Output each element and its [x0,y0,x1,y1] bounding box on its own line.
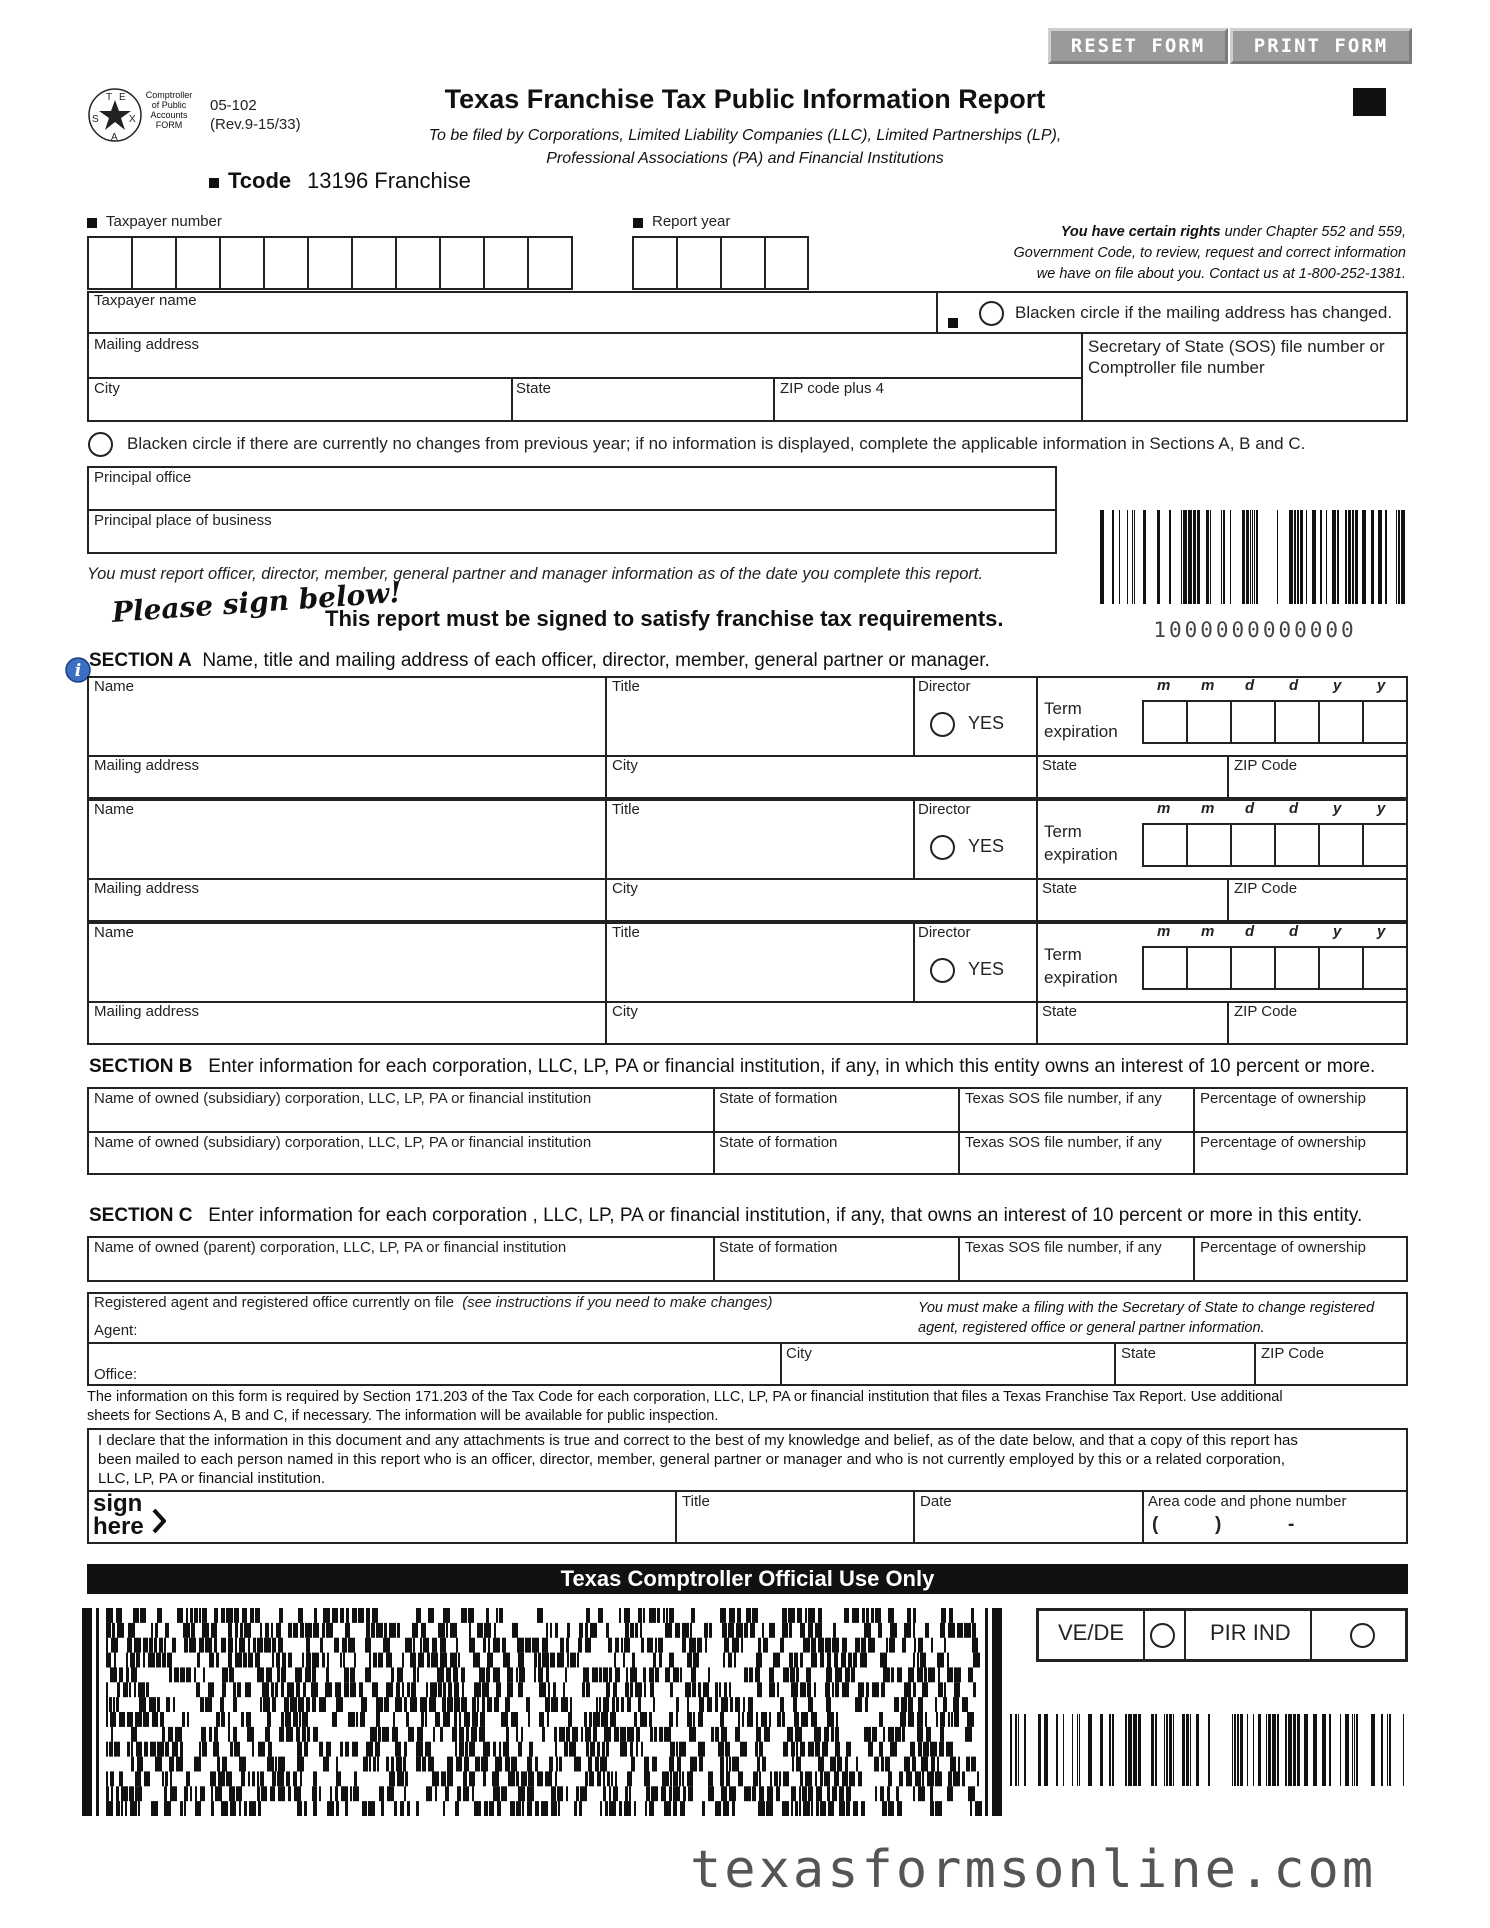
legal-notice: The information on this form is required by Section 171.203 of the Tax Code for each corporation, LLC, LP, PA or financial institution that files a Texas Franchise Tax Report. Use additional sheets for Sections A, B and C, if necessary. The information will be available for public inspection. [87,1389,1283,1424]
officer-state-label: State [1042,757,1078,774]
expiration-label: expiration [1044,968,1118,987]
form-subtitle: To be filed by Corporations, Limited Liability Companies (LLC), Limited Partnerships (LP), [428,127,1062,144]
barcode-number: 1000000000000 [1153,618,1357,642]
office-label: Office: [94,1366,138,1383]
subsidiary-name-label: Name of owned (subsidiary) corporation, LLC, LP, PA or financial institution [94,1134,592,1151]
tcode-value: 13196 Franchise [307,168,471,193]
rights-notice: You have certain rights under Chapter 552 and 559, Government Code, to review, request and correct information we have on file about you. Contact us at 1-800-252-1381. [1013,224,1406,282]
phone-label: Area code and phone number [1148,1493,1347,1510]
print-form-button[interactable]: PRINT FORM [1230,28,1412,64]
date-letter: m [1201,923,1215,940]
principal-place-field[interactable] [94,525,1044,551]
agent-city-label: City [786,1345,812,1362]
black-marker [1353,88,1386,116]
sos-file-label: Secretary of State (SOS) file number or [1088,337,1385,356]
seal-letter: E [119,92,126,103]
officer-title-field[interactable] [612,942,907,996]
please-sign-banner: Please sign below! [110,575,403,629]
agent-label: Agent: [94,1322,138,1339]
officer-zip-label: ZIP Code [1234,1003,1298,1020]
phone-paren-close: ) [1215,1514,1222,1535]
signature-date-label: Date [920,1493,952,1510]
officer-name-label: Name [94,678,135,695]
registered-agent-heading: Registered agent and registered office currently on file (see instructions if you need to make changes) [94,1294,773,1311]
pir-ind-radio[interactable] [1350,1623,1375,1648]
2d-barcode [82,1608,1002,1816]
watermark: texasformsonline.com [690,1840,1377,1900]
date-letter: y [1377,923,1386,940]
phone-dash: - [1288,1514,1295,1535]
officer-name-field[interactable] [94,942,599,996]
officer-city-label: City [612,1003,638,1020]
principal-office-field[interactable] [94,482,1044,506]
mailing-address-label: Mailing address [94,336,200,353]
date-letter: y [1333,923,1342,940]
officer-name-field[interactable] [94,819,599,873]
director-label: Director [918,924,971,941]
date-letter: m [1201,800,1215,817]
tcode-label: Tcode [228,168,292,193]
officer-title-label: Title [612,678,640,695]
vede-radio[interactable] [1150,1623,1175,1648]
subsidiary-name-label: Name of owned (subsidiary) corporation, LLC, LP, PA or financial institution [94,1090,592,1107]
date-letter: d [1289,923,1299,940]
taxpayer-number-field[interactable] [87,236,573,290]
term-label: Term [1044,699,1082,718]
required-marker [948,318,958,328]
officer-title-field[interactable] [612,819,907,873]
expiration-label: expiration [1044,845,1118,864]
required-marker [209,178,219,188]
date-letter: y [1333,800,1342,817]
seal-letter: A [111,132,118,143]
date-letter: d [1245,800,1255,817]
report-year-label: Report year [652,213,731,230]
taxpayer-name-field[interactable] [87,291,938,334]
phone-paren-open: ( [1152,1514,1159,1535]
barcode [1010,1714,1408,1786]
officer-title-label: Title [612,924,640,941]
principal-place-label: Principal place of business [94,512,272,529]
director-label: Director [918,801,971,818]
texas-seal-icon [86,86,144,144]
agent-zip-label: ZIP Code [1261,1345,1325,1362]
director-yes-label: YES [968,836,1005,856]
date-letter: y [1377,800,1386,817]
agency-name: Comptroller of Public Accounts FORM [145,90,193,130]
arrow-right-icon [152,1508,166,1534]
date-letter: d [1245,677,1255,694]
state-of-formation-label: State of formation [719,1239,838,1256]
mailing-changed-radio[interactable] [979,301,1004,326]
form-revision: (Rev.9-15/33) [210,116,301,133]
official-use-bar: Texas Comptroller Official Use Only [87,1564,1408,1594]
mailing-address-field[interactable] [94,345,1074,375]
director-yes-radio[interactable] [930,712,955,737]
percentage-label: Percentage of ownership [1200,1239,1366,1256]
date-letter: y [1377,677,1386,694]
state-of-formation-label: State of formation [719,1134,838,1151]
required-marker [633,218,643,228]
pir-ind-label: PIR IND [1210,1620,1291,1645]
officer-state-label: State [1042,1003,1078,1020]
term-label: Term [1044,945,1082,964]
form-number: 05-102 [210,97,257,114]
svg-text:i: i [74,661,82,681]
declaration-text: I declare that the information in this document and any attachments is true and correct to the best of my knowledge and belief, as of the date below, and that a copy of this report has been mailed to each person named in this report who is an officer, director, member, general partner or manager and who is not currently employed by this or a related corporation, LLC, LP, PA or financial institution. [98,1432,1298,1487]
parent-name-label: Name of owned (parent) corporation, LLC, LP, PA or financial institution [94,1239,567,1256]
officer-zip-label: ZIP Code [1234,757,1298,774]
officer-mailing-label: Mailing address [94,757,200,774]
city-label: City [94,380,120,397]
taxpayer-name-label: Taxpayer name [94,292,197,309]
report-note: You must report officer, director, member, general partner and manager information as of the date you complete this report. [87,565,984,583]
director-yes-label: YES [968,959,1005,979]
no-changes-radio[interactable] [88,432,113,457]
officer-zip-label: ZIP Code [1234,880,1298,897]
percentage-label: Percentage of ownership [1200,1090,1366,1107]
director-yes-label: YES [968,713,1005,733]
officer-title-label: Title [612,801,640,818]
date-letter: m [1157,677,1171,694]
form-subtitle-2: Professional Associations (PA) and Financial Institutions [546,150,944,167]
director-label: Director [918,678,971,695]
director-yes-radio[interactable] [930,958,955,983]
seal-letter: T [106,92,113,103]
sos-file-label-2: Comptroller file number [1088,358,1265,377]
sos-change-note: You must make a filing with the Secretary of State to change registered agent, registered office or general partner information. [918,1300,1375,1336]
state-of-formation-label: State of formation [719,1090,838,1107]
officer-mailing-label: Mailing address [94,880,200,897]
percentage-label: Percentage of ownership [1200,1134,1366,1151]
sign-here-label: sign here [93,1490,144,1540]
signature-field[interactable] [175,1494,670,1540]
no-changes-label: Blacken circle if there are currently no changes from previous year; if no information is displayed, complete the applicable information in Sections A, B and C. [127,434,1306,453]
signature-title-label: Title [682,1493,710,1510]
seal-letter: S [92,114,99,125]
section-b-title: SECTION B Enter information for each corporation, LLC, LP, PA or financial institution, if any, in which this entity owns an interest of 10 percent or more. [89,1056,1376,1077]
officer-mailing-label: Mailing address [94,1003,200,1020]
officer-name-label: Name [94,924,135,941]
date-letter: m [1157,923,1171,940]
zip-label: ZIP code plus 4 [780,380,884,397]
sos-file-number-label: Texas SOS file number, if any [965,1090,1162,1107]
taxpayer-number-label: Taxpayer number [106,213,222,230]
officer-name-field[interactable] [94,696,599,750]
agent-state-label: State [1121,1345,1157,1362]
principal-office-label: Principal office [94,469,192,486]
officer-city-label: City [612,880,638,897]
mailing-changed-label: Blacken circle if the mailing address has changed. [1015,303,1393,322]
section-a-title: SECTION A Name, title and mailing address of each officer, director, member, general partner or manager. [89,650,990,671]
state-label: State [516,380,552,397]
seal-letter: X [129,114,136,125]
date-letter: d [1289,800,1299,817]
expiration-label: expiration [1044,722,1118,741]
sign-requirement: This report must be signed to satisfy franchise tax requirements. [325,606,1004,631]
form-title: Texas Franchise Tax Public Information Report [444,84,1046,114]
date-letter: m [1157,800,1171,817]
date-letter: m [1201,677,1215,694]
director-yes-radio[interactable] [930,835,955,860]
section-c-title: SECTION C Enter information for each corporation , LLC, LP, PA or financial institution, if any, that owns an interest of 10 percent or more in this entity. [89,1205,1363,1226]
officer-state-label: State [1042,880,1078,897]
reset-form-button[interactable]: RESET FORM [1048,28,1228,64]
date-letter: y [1333,677,1342,694]
term-label: Term [1044,822,1082,841]
required-marker [87,218,97,228]
sos-file-number-label: Texas SOS file number, if any [965,1134,1162,1151]
vede-label: VE/DE [1058,1620,1125,1645]
date-letter: d [1245,923,1255,940]
date-letter: d [1289,677,1299,694]
barcode [1100,510,1410,604]
officer-city-label: City [612,757,638,774]
sos-file-number-label: Texas SOS file number, if any [965,1239,1162,1256]
officer-name-label: Name [94,801,135,818]
officer-title-field[interactable] [612,696,907,750]
